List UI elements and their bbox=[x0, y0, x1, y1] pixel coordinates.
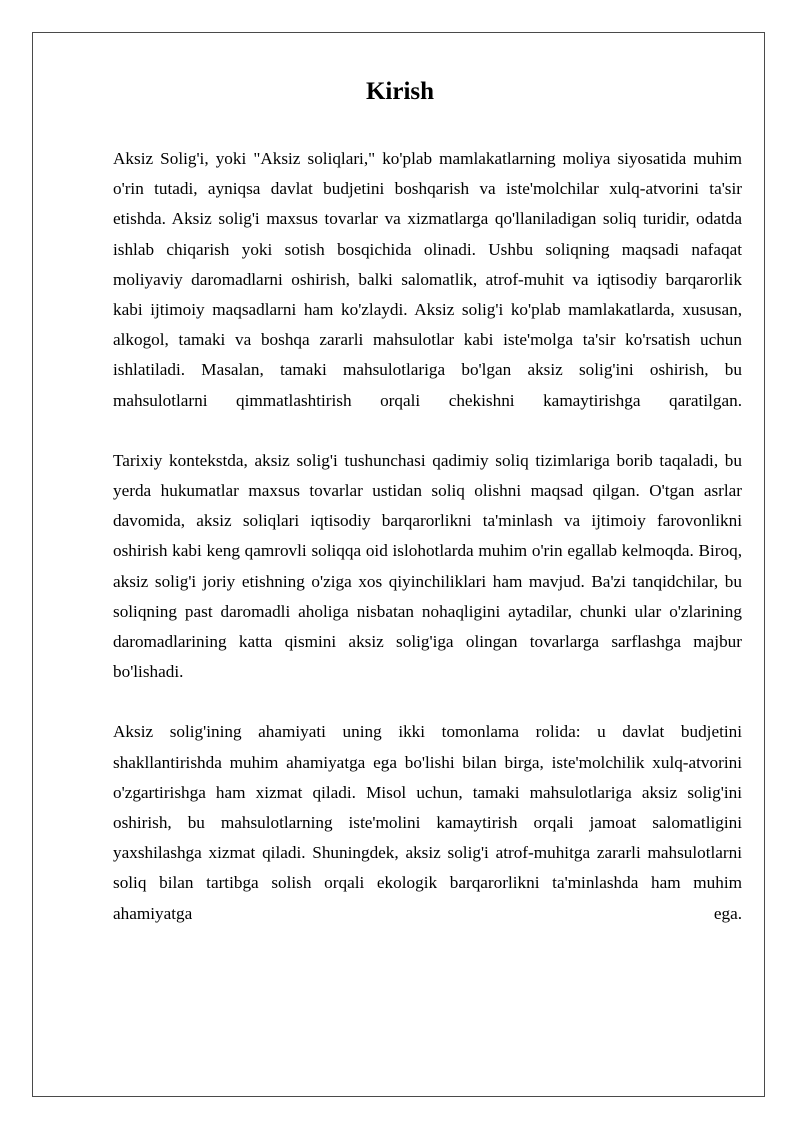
paragraph-1: Aksiz Solig'i, yoki "Aksiz soliqlari," ko'plab mamlakatlarning moliya siyosatida muhim o'rin tutadi, ayniqsa davlat budjetini boshqarish va iste'molchilar xulq-atvorini ta'sir etishda. Aksiz solig'i maxsus tovarlar va xizmatlarga qo'llaniladigan soliq turidir, odatda ishlab chiqarish yoki sotish bosqichida olinadi. Ushbu soliqning maqsadi nafaqat moliyaviy daromadlarni oshirish, balki salomatlik, atrof-muhit va iqtisodiy barqarorlik kabi ijtimoiy maqsadlarni ham ko'zlaydi. Aksiz solig'i ko'plab mamlakatlarda, xususan, alkogol, tamaki va boshqa zararli mahsulotlar kabi iste'molga ta'sir ko'rsatish uchun ishlatiladi. Masalan, tamaki mahsulotlariga bo'lgan aksiz solig'ini oshirish, bu mahsulotlarni qimmatlashtirish orqali chekishni kamaytirishga qaratilgan. bbox=[113, 149, 742, 410]
paragraph-3: Aksiz solig'ining ahamiyati uning ikki tomonlama rolida: u davlat budjetini shakllantirishda muhim ahamiyatga ega bo'lishi bilan birga, iste'molchilik xulq-atvorini o'zgartirishga ham xizmat qiladi. Misol uchun, tamaki mahsulotlariga aksiz solig'ini oshirish, bu mahsulotlarning iste'molini kamaytirish orqali jamoat salomatligini yaxshilashga xizmat qiladi. Shuningdek, aksiz solig'i atrof-muhitga zararli mahsulotlarni soliq bilan tartibga solish orqali ekologik barqarorlikni ta'minlashda ham muhim ahamiyatga ega. bbox=[113, 722, 742, 923]
page-title: Kirish bbox=[365, 78, 435, 105]
document-body bbox=[113, 144, 742, 959]
paragraph-2: Tarixiy kontekstda, aksiz solig'i tushunchasi qadimiy soliq tizimlariga borib taqaladi, bu yerda hukumatlar maxsus tovarlar ustidan soliq olishni maqsad qilgan. O'tgan asrlar davomida, aksiz soliqlari iqtisodiy barqarorlikni ta'minlash va ijtimoiy farovonlikni oshirish kabi keng qamrovli soliqqa oid islohotlarda muhim o'rin egallab kelmoqda. Biroq, aksiz solig'i joriy etishning o'ziga xos qiyinchiliklari ham mavjud. Ba'zi tanqidchilar, bu soliqning past daromadli aholiga nisbatan nohaqligini aytadilar, chunki ular o'zlarining daromadlarining katta qismini aksiz solig'iga olingan tovarlarga sarflashga majbur bo'lishadi. bbox=[113, 450, 742, 682]
